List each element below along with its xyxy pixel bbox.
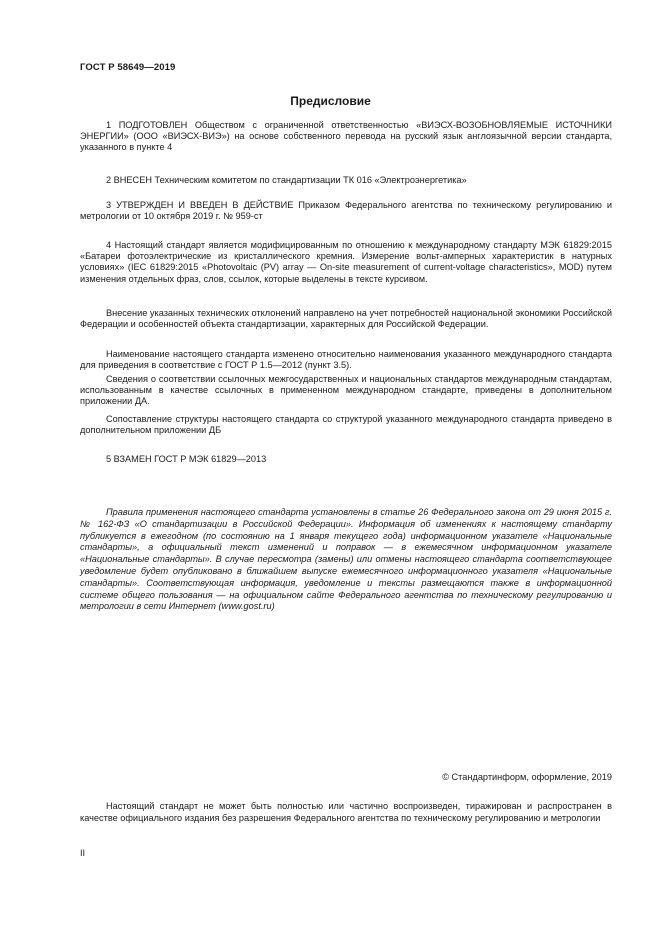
application-rules-notice: Правила применения настоящего стандарта установлены в статье 26 Федерального закона от 29 июня 2015 г. № 162-ФЗ «О стандартизации в Российской Федерации». Информация об изменениях к настоящему стандарту публикуется в ежегодном (по состоянию на 1 января текущего года) информационном указателе «Национальные стандарты», а официальный текст изменений и поправок — в ежемесячном информационном указателе «Национальные стандарты». В случае пересмотра (замены) или отмены настоящего стандарта соответствующее уведомление будет опубликовано в ближайшем выпуске ежемесячного информационного указателя «Национальные стандарты». Соответствующая информация, уведомление и тексты размещаются также в информационной системе общего пользования — на официальном сайте Федерального агентства по техническому регулированию и метрологии в сети Интернет (www.gost.ru)	[80, 507, 612, 612]
item-4-deviations-paragraph: Внесение указанных технических отклонений направлено на учет потребностей национальной экономики Российской Федерации и особенностей объекта стандартизации, характерных для Российской Федерации.	[80, 308, 612, 330]
item-4-paragraph: 4 Настоящий стандарт является модифицированным по отношению к международному стандарту МЭК 61829:2015 «Батареи фотоэлектрические из кристаллического кремния. Измерение вольт-амперных характеристик в натурных условиях» (IEC 61829:2015 «Photovoltaic (PV) array — On-site measurement of current-voltage characteristics», MOD) путем изменения отдельных фраз, слов, ссылок, которые выделены в тексте курсивом.	[80, 240, 612, 284]
document-code: ГОСТ Р 58649—2019	[80, 62, 176, 73]
item-4-title-change-paragraph: Наименование настоящего стандарта изменено относительно наименования указанного международного стандарта для приведения в соответствие с ГОСТ Р 1.5—2012 (пункт 3.5).	[80, 349, 612, 371]
item-1-paragraph: 1 ПОДГОТОВЛЕН Обществом с ограниченной ответственностью «ВИЭСХ-ВОЗОБНОВЛЯЕМЫЕ ИСТОЧНИКИ ЭНЕРГИИ» (ООО «ВИЭСХ-ВИЭ») на основе собственного перевода на русский язык англоязычной версии стандарта, указанного в пункте 4	[80, 120, 612, 153]
item-3-paragraph: 3 УТВЕРЖДЕН И ВВЕДЕН В ДЕЙСТВИЕ Приказом Федерального агентства по техническому регулированию и метрологии от 10 октября 2019 г. № 959-ст	[80, 200, 612, 222]
copyright-line: © Стандартинформ, оформление, 2019	[442, 772, 612, 782]
reproduction-notice: Настоящий стандарт не может быть полностью или частично воспроизведен, тиражирован и распространен в качестве официального издания без разрешения Федерального агентства по техническому регулированию и метрологии	[80, 801, 612, 823]
item-2-paragraph: 2 ВНЕСЕН Техническим комитетом по стандартизации ТК 016 «Электроэнергетика»	[106, 175, 467, 185]
page-number: II	[80, 848, 86, 858]
page-title: Предисловие	[290, 94, 371, 108]
item-4-structure-paragraph: Сопоставление структуры настоящего стандарта со структурой указанного международного стандарта приведено в дополнительном приложении ДБ	[80, 414, 612, 436]
item-4-references-paragraph: Сведения о соответствии ссылочных межгосударственных и национальных стандартов международным стандартам, использованным в качестве ссылочных в примененном международном стандарте, приведены в дополнительном приложении ДА.	[80, 374, 612, 407]
item-5-paragraph: 5 ВЗАМЕН ГОСТ Р МЭК 61829—2013	[106, 454, 267, 464]
